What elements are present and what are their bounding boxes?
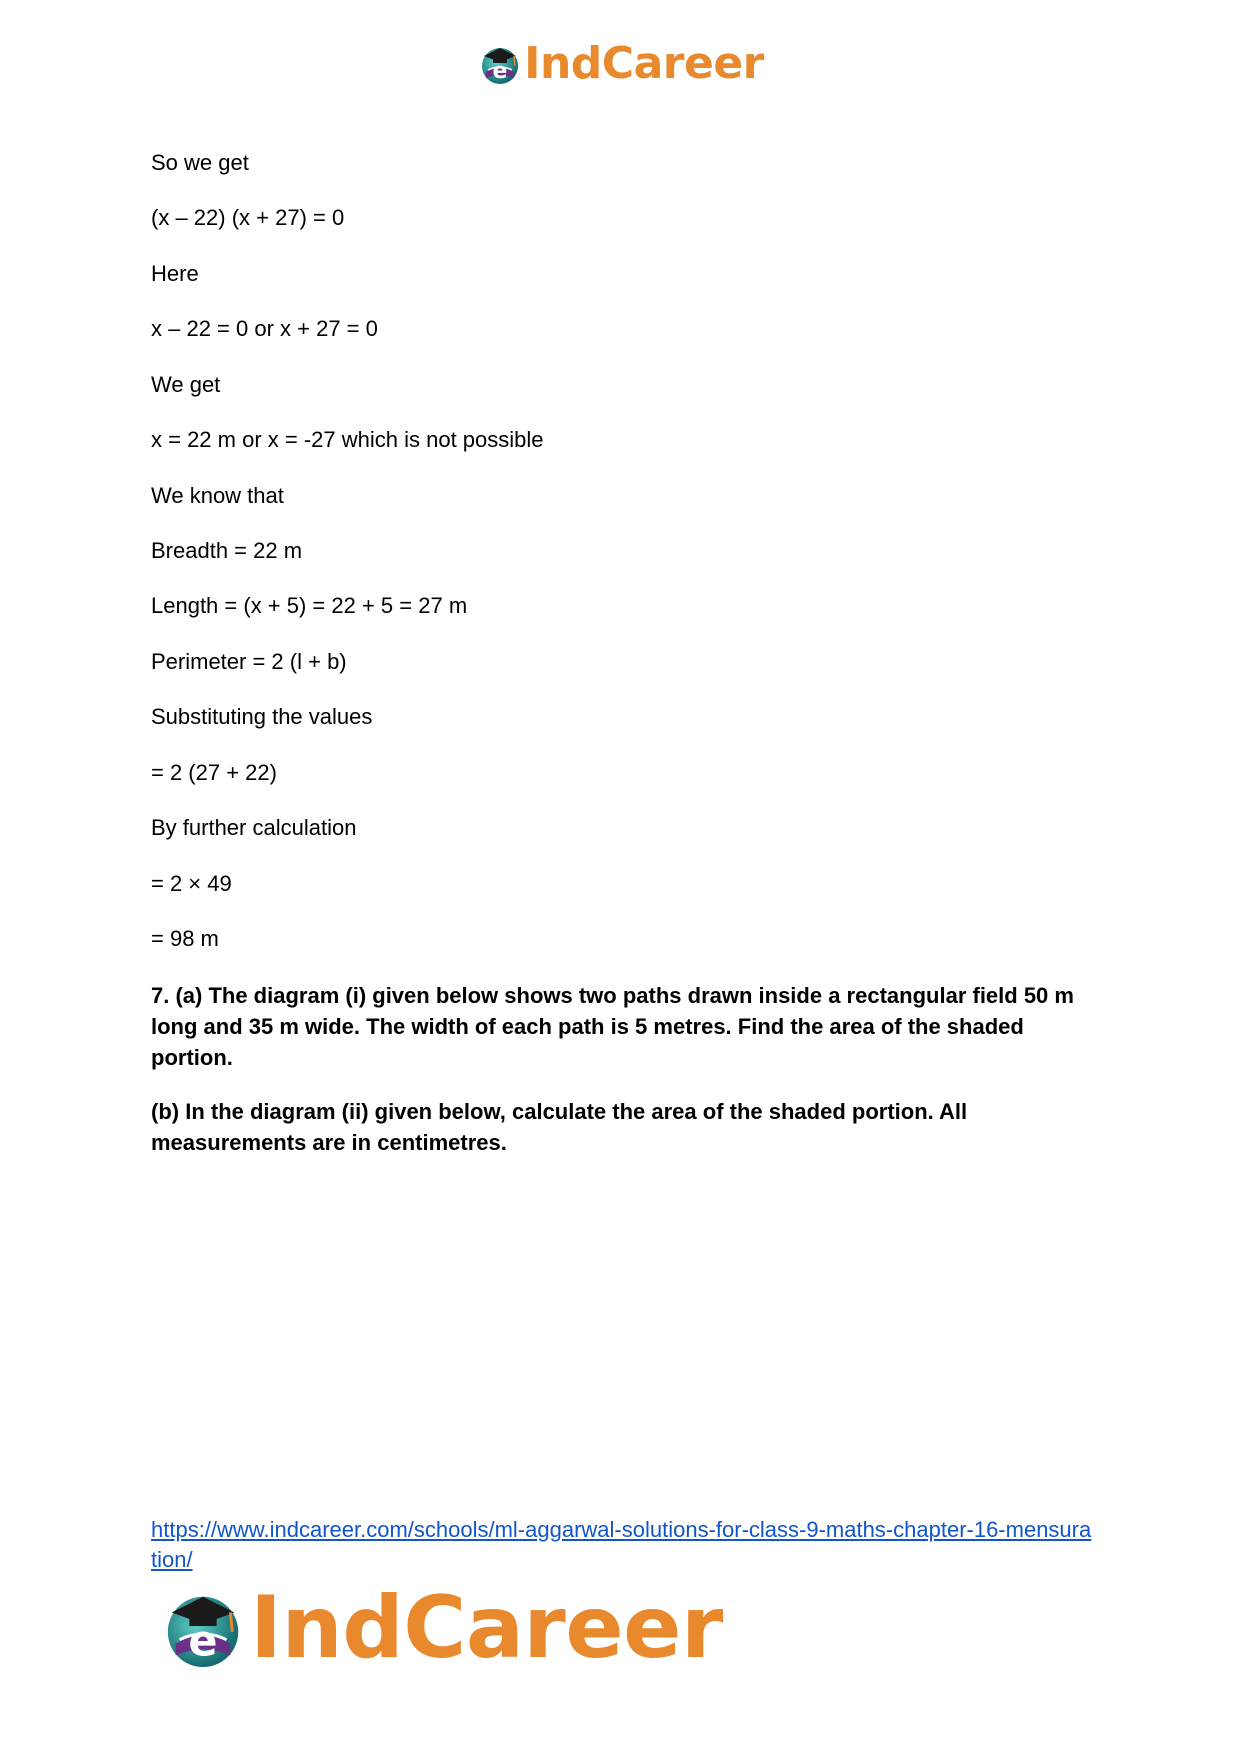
graduation-globe-icon [478, 42, 522, 86]
body-line: Breadth = 22 m [151, 538, 303, 563]
body-line: Substituting the values [151, 704, 373, 729]
body-line: x = 22 m or x = -27 which is not possible [151, 427, 544, 452]
body-line: = 2 (27 + 22) [151, 760, 277, 785]
header-logo-text: IndCareer [524, 38, 764, 89]
body-line: = 2 × 49 [151, 871, 232, 896]
svg-text:e: e [188, 1616, 218, 1667]
body-line: Here [151, 261, 199, 286]
footer-logo [160, 1578, 723, 1678]
body-line: We get [151, 372, 221, 397]
svg-text:e: e [492, 59, 508, 84]
body-line: Length = (x + 5) = 22 + 5 = 27 m [151, 593, 468, 618]
body-line: Perimeter = 2 (l + b) [151, 649, 347, 674]
footer-logo-text: IndCareer [250, 1578, 723, 1678]
body-line: By further calculation [151, 815, 357, 840]
body-line: x – 22 = 0 or x + 27 = 0 [151, 316, 378, 341]
graduation-globe-icon [160, 1585, 246, 1671]
question-7a: 7. (a) The diagram (i) given below shows two paths drawn inside a rectangular field 50 m long and 35 m wide. The width of each path is 5 metres. Find the area of the shaded portion. [151, 983, 1074, 1070]
body-line: So we get [151, 150, 249, 175]
header-logo [0, 38, 1242, 89]
body-line: = 98 m [151, 926, 219, 951]
body-line: (x – 22) (x + 27) = 0 [151, 205, 345, 230]
body-line: We know that [151, 483, 284, 508]
question-7b: (b) In the diagram (ii) given below, calculate the area of the shaded portion. All measurements are in centimetres. [151, 1099, 968, 1155]
source-link[interactable]: https://www.indcareer.com/schools/ml-aggarwal-solutions-for-class-9-maths-chapter-16-mensuration/ [151, 1517, 1092, 1572]
